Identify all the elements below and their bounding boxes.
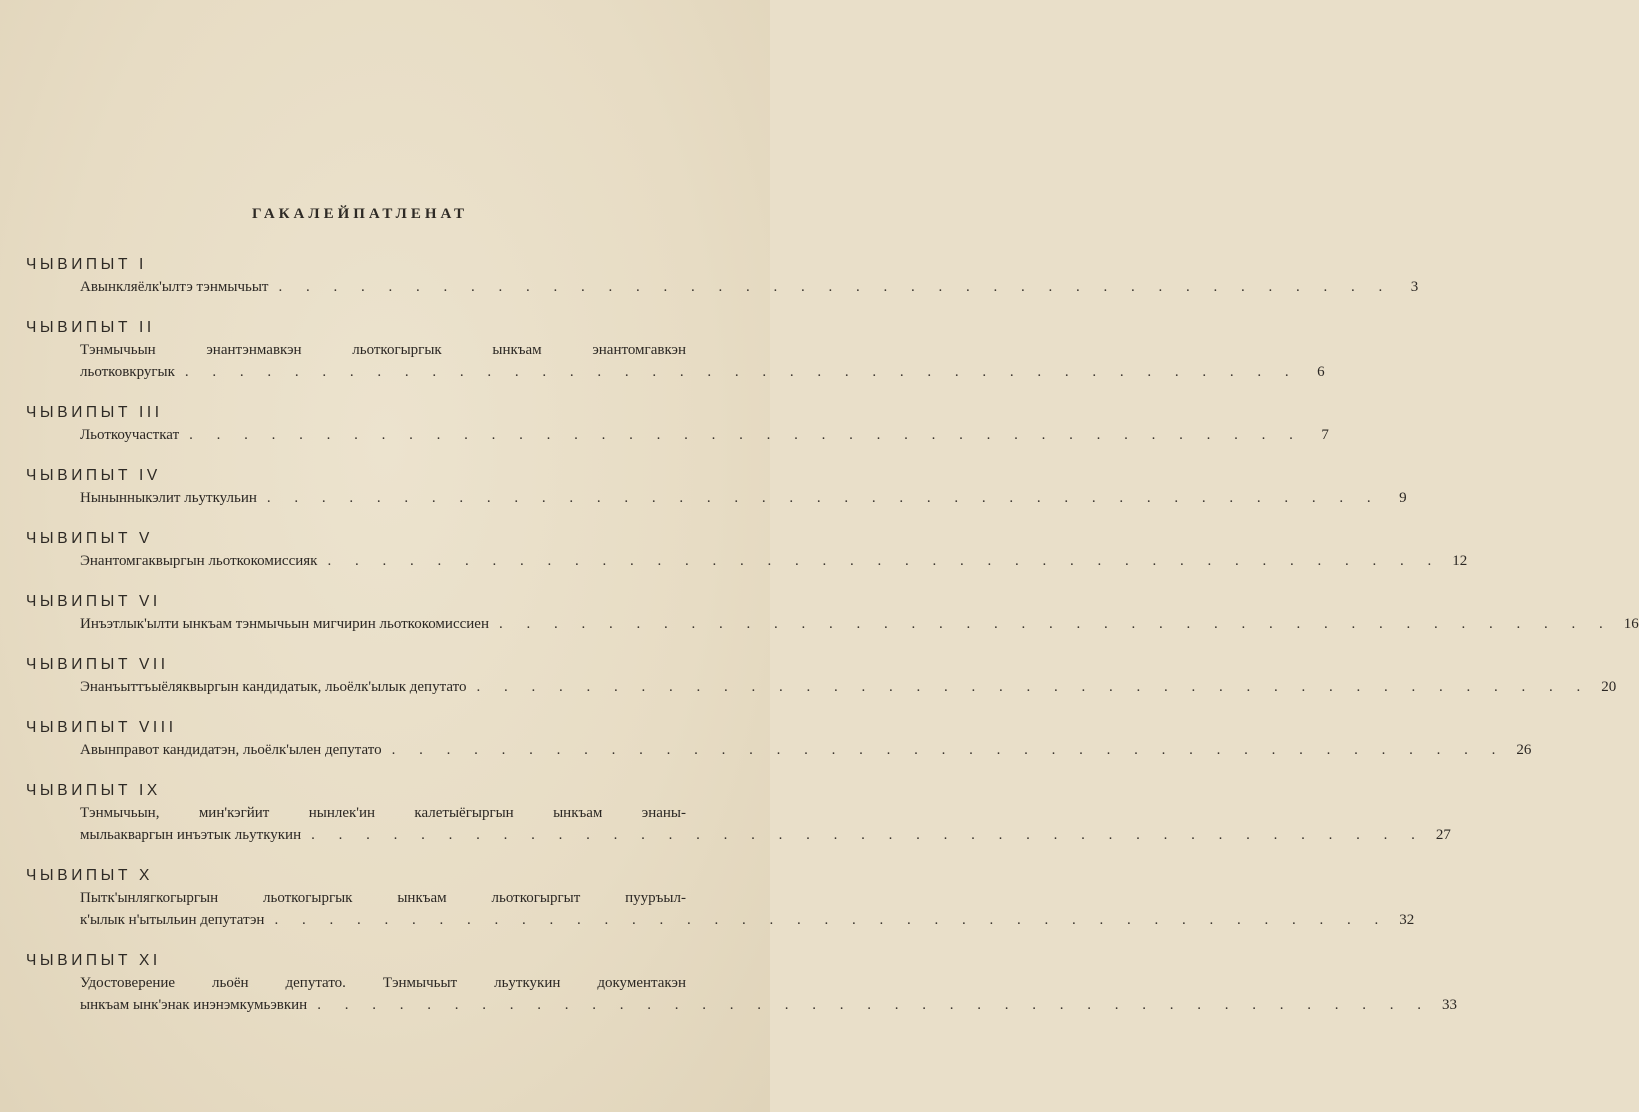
entry-last-line — [80, 824, 1451, 846]
toc-entry — [26, 276, 1419, 298]
entry-title: Авынправот кандидатэн, льоёлк'ылен депутато — [80, 742, 382, 758]
toc-entry — [26, 487, 1407, 509]
page-number: 27 — [1435, 827, 1451, 843]
toc-entry — [26, 424, 1329, 446]
dot-leader: . . . . . . . . . . . . . . . . . . . . . . . . . . . . . . . . . . . . . . . . . — [498, 616, 1613, 632]
dot-leader: . . . . . . . . . . . . . . . . . . . . . . . . . . . . . . . . . . . . . . . . . — [391, 742, 1506, 758]
toc-chapter — [26, 592, 1639, 635]
chapter-heading: ЧЫВИПЫТ II — [26, 319, 155, 336]
entry-text-line: Удостоверение льоён депутато. Тэнмычьыт льуткукин документакэн — [80, 975, 686, 991]
page-number: 16 — [1623, 616, 1639, 632]
toc-chapter — [26, 866, 1415, 931]
entry-title: Авынкляёлк'ылтэ тэнмычьыт — [80, 279, 269, 295]
dot-leader: . . . . . . . . . . . . . . . . . . . . . . . . . . . . . . . . . . . . . . . . . — [327, 553, 1442, 569]
dot-leader: . . . . . . . . . . . . . . . . . . . . . . . . . . . . . . . . . . . . . . . . . — [266, 490, 1381, 506]
entry-title: мыльакваргын инъэтык льуткукин — [80, 827, 302, 843]
toc-chapter — [26, 466, 1407, 509]
entry-title: Нынынныкэлит льуткульин — [80, 490, 257, 506]
entry-text-line: Тэнмычьын, мин'кэгйит нынлек'ин калетыёгыргын ынкъам энаны- — [80, 805, 686, 821]
entry-last-line — [80, 424, 1329, 446]
chapter-heading: ЧЫВИПЫТ VII — [26, 656, 169, 673]
entry-title: Энанъыттъыёляквыргын кандидатык, льоёлк'ылык депутато — [80, 679, 467, 695]
dot-leader: . . . . . . . . . . . . . . . . . . . . . . . . . . . . . . . . . . . . . . . . . — [189, 427, 1303, 443]
page-number: 3 — [1410, 279, 1419, 295]
dot-leader: . . . . . . . . . . . . . . . . . . . . . . . . . . . . . . . . . . . . . . . . . — [274, 912, 1389, 928]
chapter-heading: ЧЫВИПЫТ X — [26, 867, 153, 884]
entry-title: ынкъам ынк'энак инэнэмкумьэвкин — [80, 997, 308, 1013]
entry-last-line — [80, 909, 1415, 931]
entry-title: к'ылык н'ытыльин депутатэн — [80, 912, 265, 928]
page-number: 9 — [1399, 490, 1407, 506]
entry-last-line — [80, 361, 1325, 383]
dot-leader: . . . . . . . . . . . . . . . . . . . . . . . . . . . . . . . . . . . . . . . . . — [311, 827, 1425, 843]
chapter-heading: ЧЫВИПЫТ IV — [26, 467, 161, 484]
entry-title: льотковкругык — [80, 364, 175, 380]
toc-entry — [26, 887, 1415, 931]
page-number: 7 — [1321, 427, 1329, 443]
entry-title: Инъэтлык'ылти ынкъам тэнмычьын мигчирин льоткокомиссиен — [80, 616, 489, 632]
toc-entry — [26, 739, 1532, 761]
dot-leader: . . . . . . . . . . . . . . . . . . . . . . . . . . . . . . . . . . . . . . . . . — [476, 679, 1591, 695]
entry-last-line — [80, 487, 1407, 509]
chapter-heading: ЧЫВИПЫТ IX — [26, 782, 161, 799]
toc-chapter — [26, 529, 1468, 572]
chapter-heading: ЧЫВИПЫТ I — [26, 256, 147, 273]
page-number: 12 — [1452, 553, 1468, 569]
page-number: 32 — [1399, 912, 1415, 928]
chapter-heading: ЧЫВИПЫТ XI — [26, 952, 161, 969]
entry-last-line — [80, 613, 1639, 635]
toc-chapter — [26, 255, 1419, 298]
toc-entry — [26, 676, 1617, 698]
toc-chapter — [26, 951, 1457, 1016]
page-number: 26 — [1516, 742, 1532, 758]
toc-chapter — [26, 655, 1617, 698]
chapter-heading: ЧЫВИПЫТ VIII — [26, 719, 177, 736]
chapter-heading: ЧЫВИПЫТ VI — [26, 593, 161, 610]
page-number: 33 — [1441, 997, 1457, 1013]
page-title: ГАКАЛЕЙПАТЛЕНАТ — [251, 206, 469, 222]
entry-text-line: Тэнмычьын энантэнмавкэн льоткогыргык ынкъам энантомгавкэн — [80, 342, 686, 358]
toc-chapter — [26, 781, 1451, 846]
toc-entry — [26, 972, 1457, 1016]
toc-entry — [26, 802, 1451, 846]
dot-leader: . . . . . . . . . . . . . . . . . . . . . . . . . . . . . . . . . . . . . . . . . — [317, 997, 1431, 1013]
chapter-heading: ЧЫВИПЫТ III — [26, 404, 163, 421]
entry-last-line — [80, 739, 1532, 761]
entry-last-line — [80, 550, 1468, 572]
entry-last-line — [80, 994, 1457, 1016]
chapter-heading: ЧЫВИПЫТ V — [26, 530, 153, 547]
table-of-contents — [26, 255, 1639, 1036]
dot-leader: . . . . . . . . . . . . . . . . . . . . . . . . . . . . . . . . . . . . . . . . . — [278, 279, 1393, 295]
page-number: 6 — [1317, 364, 1325, 380]
entry-title: Энантомгаквыргын льоткокомиссияк — [80, 553, 318, 569]
toc-entry — [26, 339, 1325, 383]
toc-entry — [26, 613, 1639, 635]
page-number: 20 — [1601, 679, 1617, 695]
entry-last-line — [80, 276, 1419, 298]
toc-chapter — [26, 718, 1532, 761]
toc-chapter — [26, 318, 1325, 383]
toc-chapter — [26, 403, 1329, 446]
toc-entry — [26, 550, 1468, 572]
dot-leader: . . . . . . . . . . . . . . . . . . . . . . . . . . . . . . . . . . . . . . . . . — [184, 364, 1299, 380]
entry-text-line: Пытк'ынлягкогыргын льоткогыргык ынкъам льоткогыргыт пууръыл- — [80, 890, 686, 906]
entry-title: Льоткоучасткат — [80, 427, 180, 443]
entry-last-line — [80, 676, 1617, 698]
